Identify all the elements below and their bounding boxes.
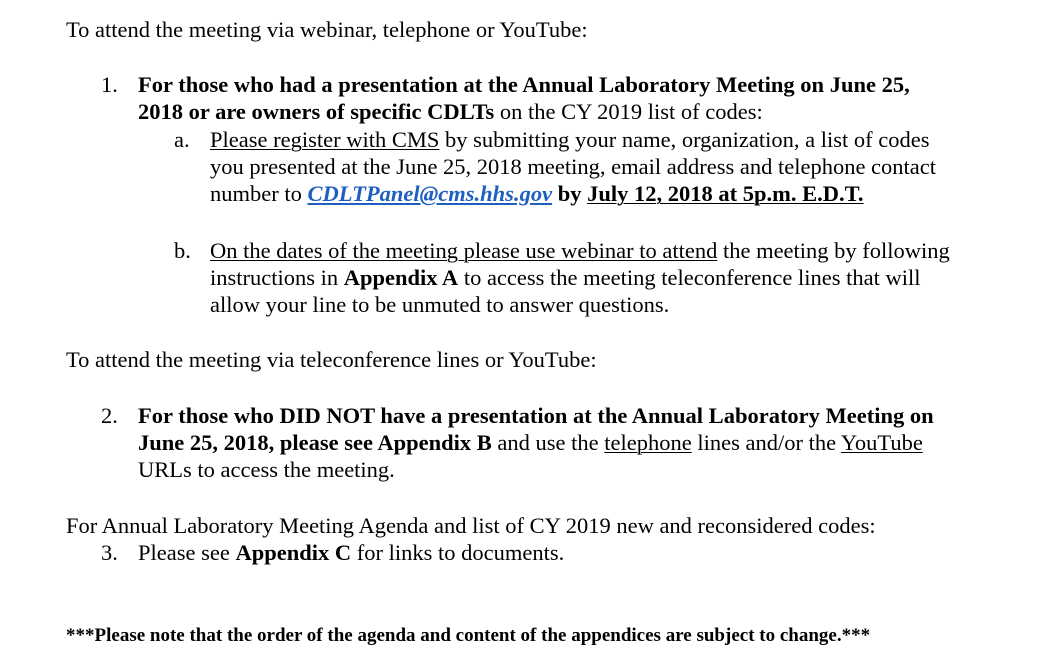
deadline: July 12, 2018 at 5p.m. E.D.T.	[587, 181, 864, 206]
item-1b-line-2-rest: to access the meeting teleconference lines that will	[458, 265, 921, 290]
item-3-pre: Please see	[138, 540, 236, 565]
item-3-rest: for links to documents.	[351, 540, 565, 565]
item-1b-letter: b.	[174, 238, 191, 263]
item-1-line-2	[138, 98, 763, 125]
item-2-line-2-mid2: lines and/or the	[691, 430, 841, 455]
item-2-line-3: URLs to access the meeting.	[138, 457, 395, 482]
item-2-line-2-bold: June 25, 2018, please see Appendix B	[138, 430, 492, 455]
item-1a-by: by	[552, 181, 588, 206]
intro-agenda: For Annual Laboratory Meeting Agenda and list of CY 2019 new and reconsidered codes:	[66, 513, 876, 538]
item-3-number: 3.	[101, 540, 118, 565]
item-1b-line-2-pre: instructions in	[210, 265, 344, 290]
item-1a-line-2: you presented at the June 25, 2018 meeting, email address and telephone contact	[210, 154, 937, 179]
footer-note: ***Please note that the order of the agenda and content of the appendices are subject to change.***	[66, 625, 871, 646]
item-3-line	[138, 539, 564, 566]
item-1b-line-1-rest: the meeting by following	[717, 238, 950, 263]
item-1a-letter: a.	[174, 127, 190, 152]
telephone-link: telephone	[604, 430, 692, 455]
item-1b-line-2	[210, 264, 921, 291]
item-1a-line-3	[210, 180, 864, 207]
item-1b-line-1	[210, 237, 950, 264]
item-1b-line-3: allow your line to be unmuted to answer questions.	[210, 292, 670, 317]
register-link: Please register with CMS	[210, 127, 440, 152]
item-1a-line-1-rest: by submitting your name, organization, a list of codes	[439, 127, 930, 152]
youtube-link: YouTube	[840, 430, 923, 455]
item-2-line-2	[138, 429, 923, 456]
intro-webinar: To attend the meeting via webinar, telephone or YouTube:	[66, 17, 588, 42]
appendix-c: Appendix C	[235, 540, 352, 565]
item-1-line-2-bold: 2018 or are owners of specific CDLTs	[138, 99, 495, 124]
appendix-a: Appendix A	[343, 265, 459, 290]
webinar-instruction: On the dates of the meeting please use webinar to attend	[210, 238, 718, 263]
item-2-line-2-mid: and use the	[491, 430, 605, 455]
item-1-line-1: For those who had a presentation at the Annual Laboratory Meeting on June 25,	[138, 72, 910, 97]
item-1-number: 1.	[101, 72, 118, 97]
intro-teleconference: To attend the meeting via teleconference lines or YouTube:	[66, 347, 597, 372]
item-1a-line-3-pre: number to	[210, 181, 308, 206]
item-2-number: 2.	[101, 403, 118, 428]
item-2-line-1: For those who DID NOT have a presentation at the Annual Laboratory Meeting on	[138, 403, 934, 428]
item-1-line-2-rest: on the CY 2019 list of codes:	[494, 99, 763, 124]
item-1a-line-1	[210, 126, 929, 153]
email-link[interactable]: CDLTPanel@cms.hhs.gov	[307, 181, 553, 206]
